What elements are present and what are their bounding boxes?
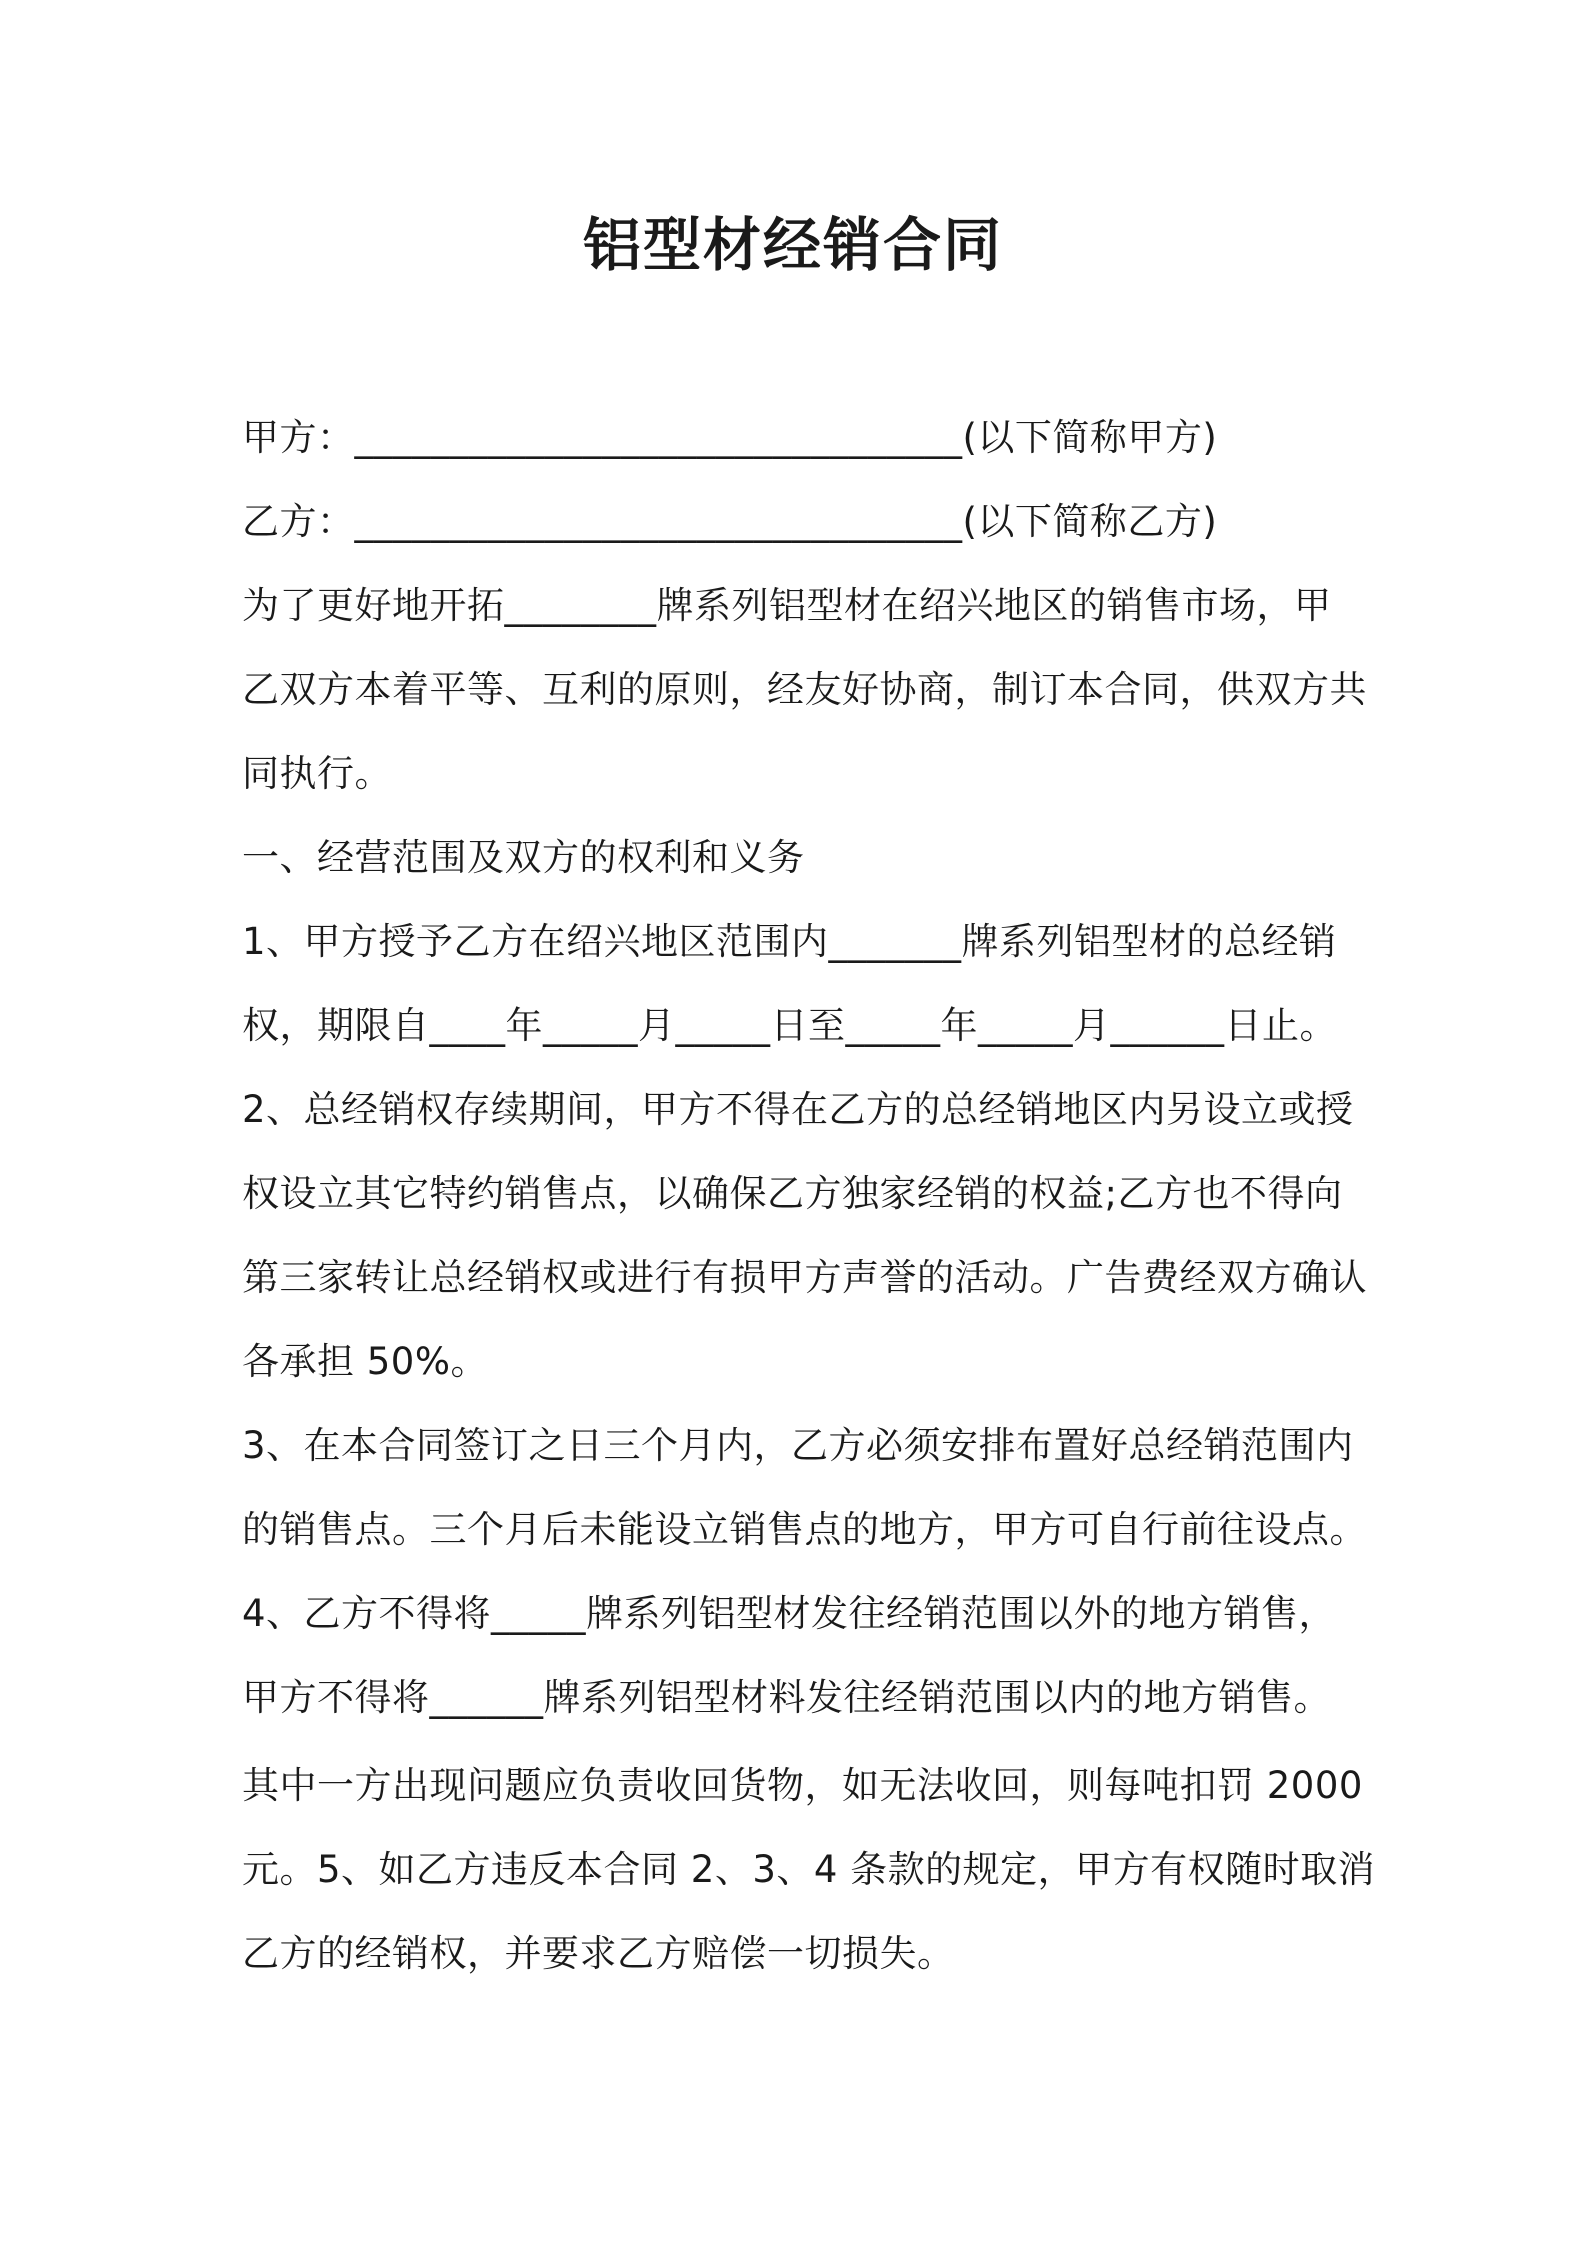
clause-1-line-1: 1、甲方授予乙方在绍兴地区范围内_______牌系列铝型材的总经销	[242, 920, 1337, 963]
party-b-line: 乙方：________________________________(以下简称乙方)	[242, 500, 1218, 543]
preamble-line-3: 同执行。	[242, 752, 392, 795]
preamble-line-2: 乙双方本着平等、互利的原则，经友好协商，制订本合同，供双方共	[242, 668, 1367, 711]
clause-2-line-3: 第三家转让总经销权或进行有损甲方声誉的活动。广告费经双方确认	[242, 1256, 1367, 1299]
document-title: 铝型材经销合同	[582, 211, 1003, 279]
preamble-line-1: 为了更好地开拓________牌系列铝型材在绍兴地区的销售市场，甲	[242, 584, 1332, 627]
clause-1-line-2: 权，期限自____年_____月_____日至_____年_____月______日止。	[242, 1004, 1337, 1047]
clause-3-line-1: 3、在本合同签订之日三个月内，乙方必须安排布置好总经销范围内	[242, 1424, 1354, 1467]
clause-5-line-2: 乙方的经销权，并要求乙方赔偿一切损失。	[242, 1932, 955, 1975]
clause-2-line-4: 各承担 50%。	[242, 1340, 488, 1383]
section-heading: 一、经营范围及双方的权利和义务	[242, 836, 805, 879]
clause-4-line-1: 4、乙方不得将_____牌系列铝型材发往经销范围以外的地方销售，	[242, 1592, 1337, 1635]
clause-5-line-1: 元。5、如乙方违反本合同 2、3、4 条款的规定，甲方有权随时取消	[242, 1848, 1376, 1891]
party-a-line: 甲方：________________________________(以下简称甲方)	[242, 416, 1218, 459]
clause-3-line-2: 的销售点。三个月后未能设立销售点的地方，甲方可自行前往设点。	[242, 1508, 1367, 1551]
clause-2-line-1: 2、总经销权存续期间，甲方不得在乙方的总经销地区内另设立或授	[242, 1088, 1354, 1131]
clause-4-line-3: 其中一方出现问题应负责收回货物，如无法收回，则每吨扣罚 2000	[242, 1764, 1363, 1807]
clause-2-line-2: 权设立其它特约销售点，以确保乙方独家经销的权益;乙方也不得向	[242, 1172, 1343, 1215]
clause-4-line-2: 甲方不得将______牌系列铝型材料发往经销范围以内的地方销售。	[242, 1676, 1331, 1719]
